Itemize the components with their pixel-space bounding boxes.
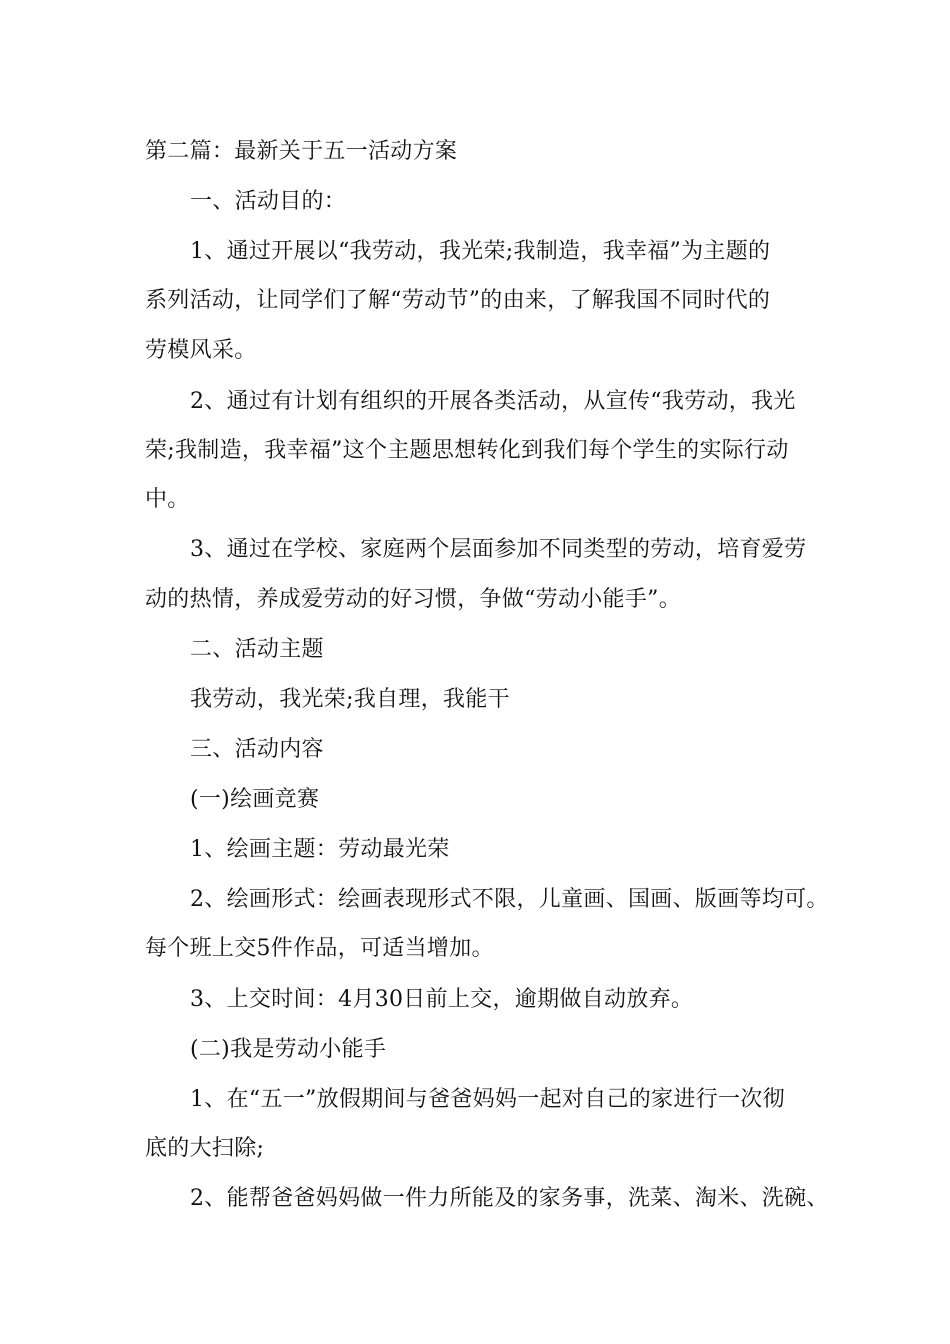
paragraph-line: 2、绘画形式：绘画表现形式不限，儿童画、国画、版画等均可。 (190, 887, 829, 912)
paragraph-line: 底的大扫除; (145, 1136, 265, 1161)
paragraph-line: 动的热情，养成爱劳动的好习惯，争做“劳动小能手”。 (145, 587, 681, 612)
paragraph-line: 3、通过在学校、家庭两个层面参加不同类型的劳动，培育爱劳 (190, 537, 807, 562)
section-heading: 一、活动目的： (190, 189, 347, 214)
paragraph-line: 每个班上交5件作品，可适当增加。 (145, 936, 494, 961)
paragraph-line: 1、在“五一”放假期间与爸爸妈妈一起对自己的家进行一次彻 (190, 1087, 785, 1112)
paragraph-line: 系列活动，让同学们了解“劳动节”的由来，了解我国不同时代的 (145, 288, 771, 313)
section-heading: 二、活动主题 (190, 637, 324, 662)
paragraph-line: 2、通过有计划有组织的开展各类活动，从宣传“我劳动，我光 (190, 389, 796, 414)
subsection-heading: (一)绘画竞赛 (190, 787, 320, 812)
document-title: 第二篇：最新关于五一活动方案 (145, 139, 458, 164)
subsection-heading: (二)我是劳动小能手 (190, 1037, 387, 1062)
paragraph-line: 1、通过开展以“我劳动，我光荣;我制造，我幸福”为主题的 (190, 239, 771, 264)
paragraph-line: 3、上交时间：4月30日前上交，逾期做自动放弃。 (190, 987, 694, 1012)
paragraph-line: 荣;我制造，我幸福”这个主题思想转化到我们每个学生的实际行动 (145, 438, 789, 463)
paragraph-line: 1、绘画主题：劳动最光荣 (190, 837, 450, 862)
paragraph-line: 我劳动，我光荣;我自理，我能干 (190, 687, 510, 712)
paragraph-line: 劳模风采。 (145, 338, 257, 363)
paragraph-line: 中。 (145, 487, 190, 512)
paragraph-line: 2、能帮爸爸妈妈做一件力所能及的家务事，洗菜、淘米、洗碗、 (190, 1186, 829, 1211)
section-heading: 三、活动内容 (190, 737, 324, 762)
